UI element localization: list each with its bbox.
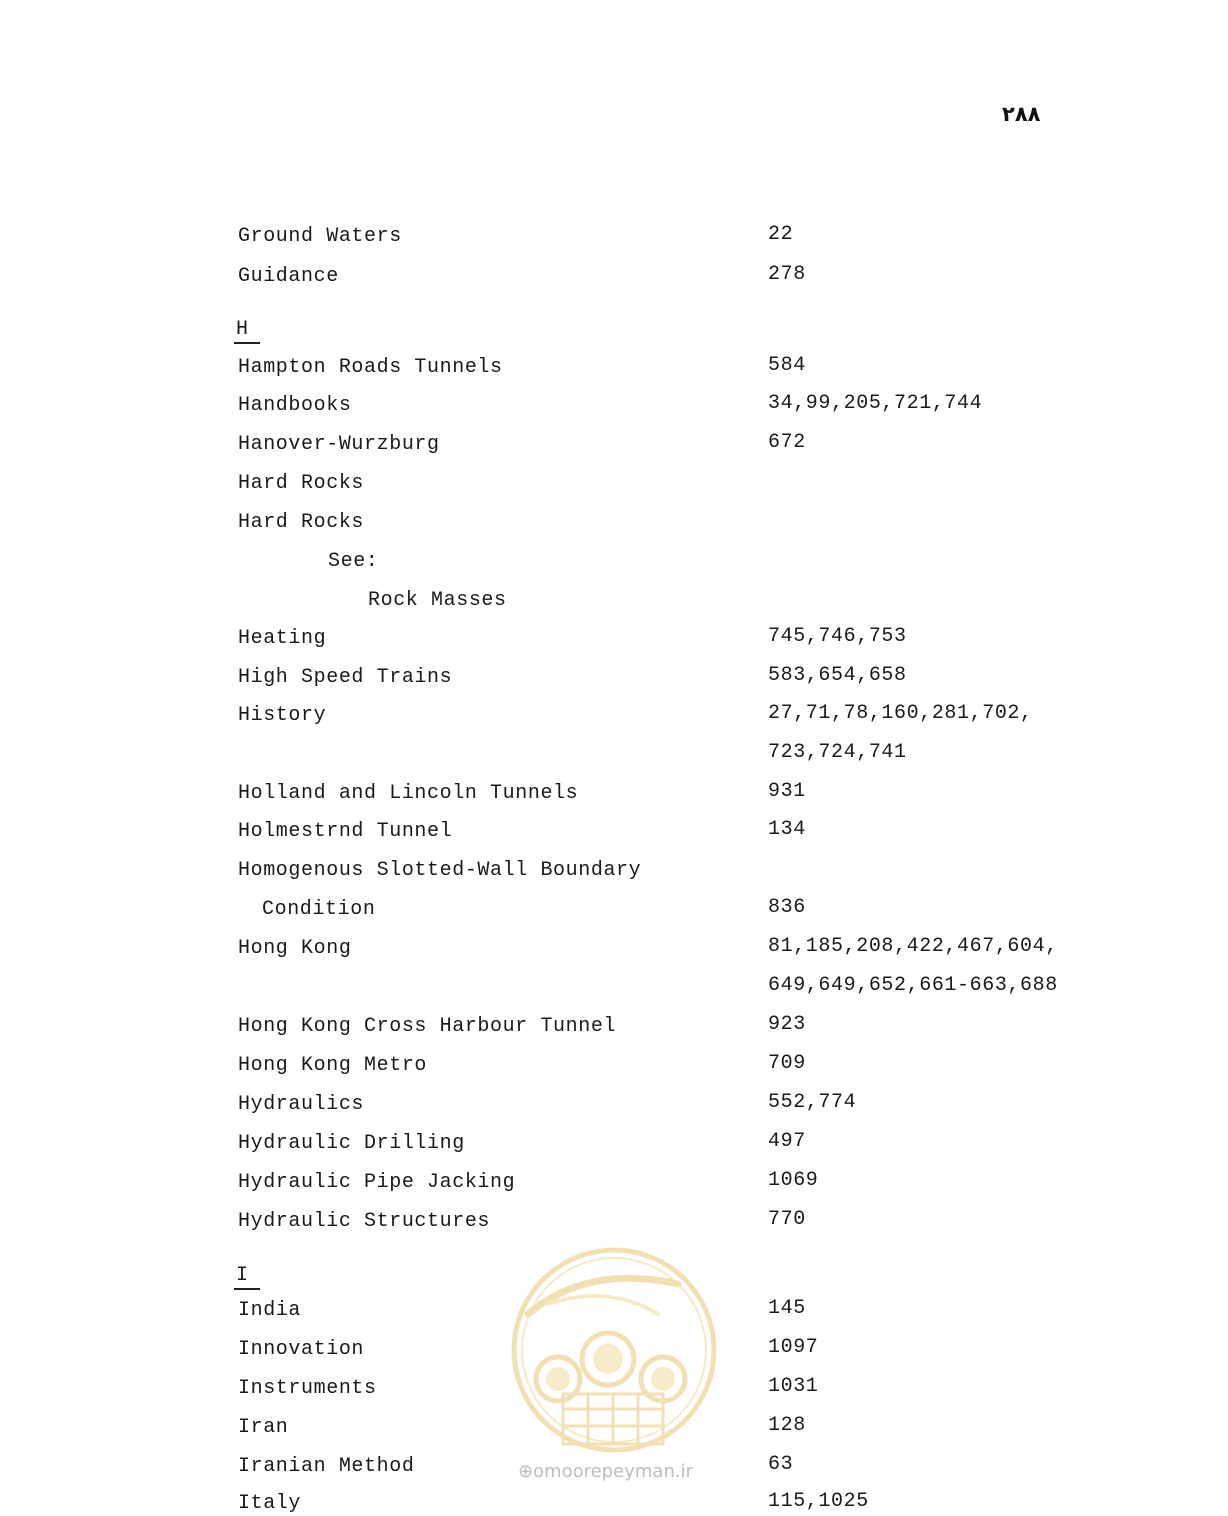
index-term: History — [238, 704, 327, 727]
index-term: Hydraulics — [238, 1093, 365, 1116]
index-term: Holland and Lincoln Tunnels — [238, 782, 579, 805]
section-letter: I — [234, 1264, 260, 1290]
index-term: India — [238, 1299, 302, 1322]
index-term: Guidance — [238, 265, 339, 288]
index-term: Condition — [262, 898, 376, 921]
index-pages: 770 — [768, 1208, 806, 1231]
index-pages: 63 — [768, 1453, 794, 1476]
index-pages: 81,185,208,422,467,604, — [768, 935, 1058, 958]
index-term: See: — [328, 550, 379, 573]
index-pages: 723,724,741 — [768, 741, 907, 764]
index-pages: 552,774 — [768, 1091, 857, 1114]
gear-seal-logo-icon — [508, 1244, 720, 1456]
index-pages: 27,71,78,160,281,702, — [768, 702, 1033, 725]
index-term: Handbooks — [238, 394, 352, 417]
index-term: Hydraulic Pipe Jacking — [238, 1171, 516, 1194]
index-term: Homogenous Slotted-Wall Boundary — [238, 859, 642, 882]
index-term: Hard Rocks — [238, 511, 365, 534]
index-term: Hampton Roads Tunnels — [238, 356, 503, 379]
index-term: Hong Kong Metro — [238, 1054, 428, 1077]
index-term: Italy — [238, 1492, 302, 1515]
index-pages: 923 — [768, 1013, 806, 1036]
index-pages: 836 — [768, 896, 806, 919]
index-pages: 134 — [768, 818, 806, 841]
index-term: Hydraulic Drilling — [238, 1132, 465, 1155]
index-pages: 22 — [768, 223, 794, 246]
globe-icon: ⊕ — [518, 1461, 534, 1482]
index-term: Ground Waters — [238, 225, 402, 248]
index-term: Hydraulic Structures — [238, 1210, 491, 1233]
index-pages: 745,746,753 — [768, 625, 907, 648]
index-pages: 709 — [768, 1052, 806, 1075]
index-pages: 649,649,652,661-663,688 — [768, 974, 1058, 997]
index-term: Innovation — [238, 1338, 365, 1361]
index-term: Hong Kong — [238, 937, 352, 960]
index-term: High Speed Trains — [238, 666, 453, 689]
index-pages: 1097 — [768, 1336, 819, 1359]
watermark-text: ⊕omoorepeyman.ir — [518, 1461, 693, 1482]
index-term: Iran — [238, 1416, 289, 1439]
index-term: Holmestrnd Tunnel — [238, 820, 453, 843]
index-pages: 931 — [768, 780, 806, 803]
index-term: Hong Kong Cross Harbour Tunnel — [238, 1015, 617, 1038]
index-pages: 1069 — [768, 1169, 819, 1192]
index-term: Hanover-Wurzburg — [238, 433, 440, 456]
index-term: Hard Rocks — [238, 472, 365, 495]
index-pages: 115,1025 — [768, 1490, 869, 1513]
page-number: ۲۸۸ — [1002, 102, 1041, 126]
index-pages: 128 — [768, 1414, 806, 1437]
index-pages: 584 — [768, 354, 806, 377]
section-letter: H — [234, 318, 260, 344]
index-pages: 583,654,658 — [768, 664, 907, 687]
index-term: Instruments — [238, 1377, 377, 1400]
index-pages: 145 — [768, 1297, 806, 1320]
index-pages: 672 — [768, 431, 806, 454]
index-pages: 497 — [768, 1130, 806, 1153]
index-pages: 1031 — [768, 1375, 819, 1398]
index-term: Heating — [238, 627, 327, 650]
index-pages: 278 — [768, 263, 806, 286]
index-term: Iranian Method — [238, 1455, 415, 1478]
index-pages: 34,99,205,721,744 — [768, 392, 983, 415]
index-term: Rock Masses — [368, 589, 507, 612]
